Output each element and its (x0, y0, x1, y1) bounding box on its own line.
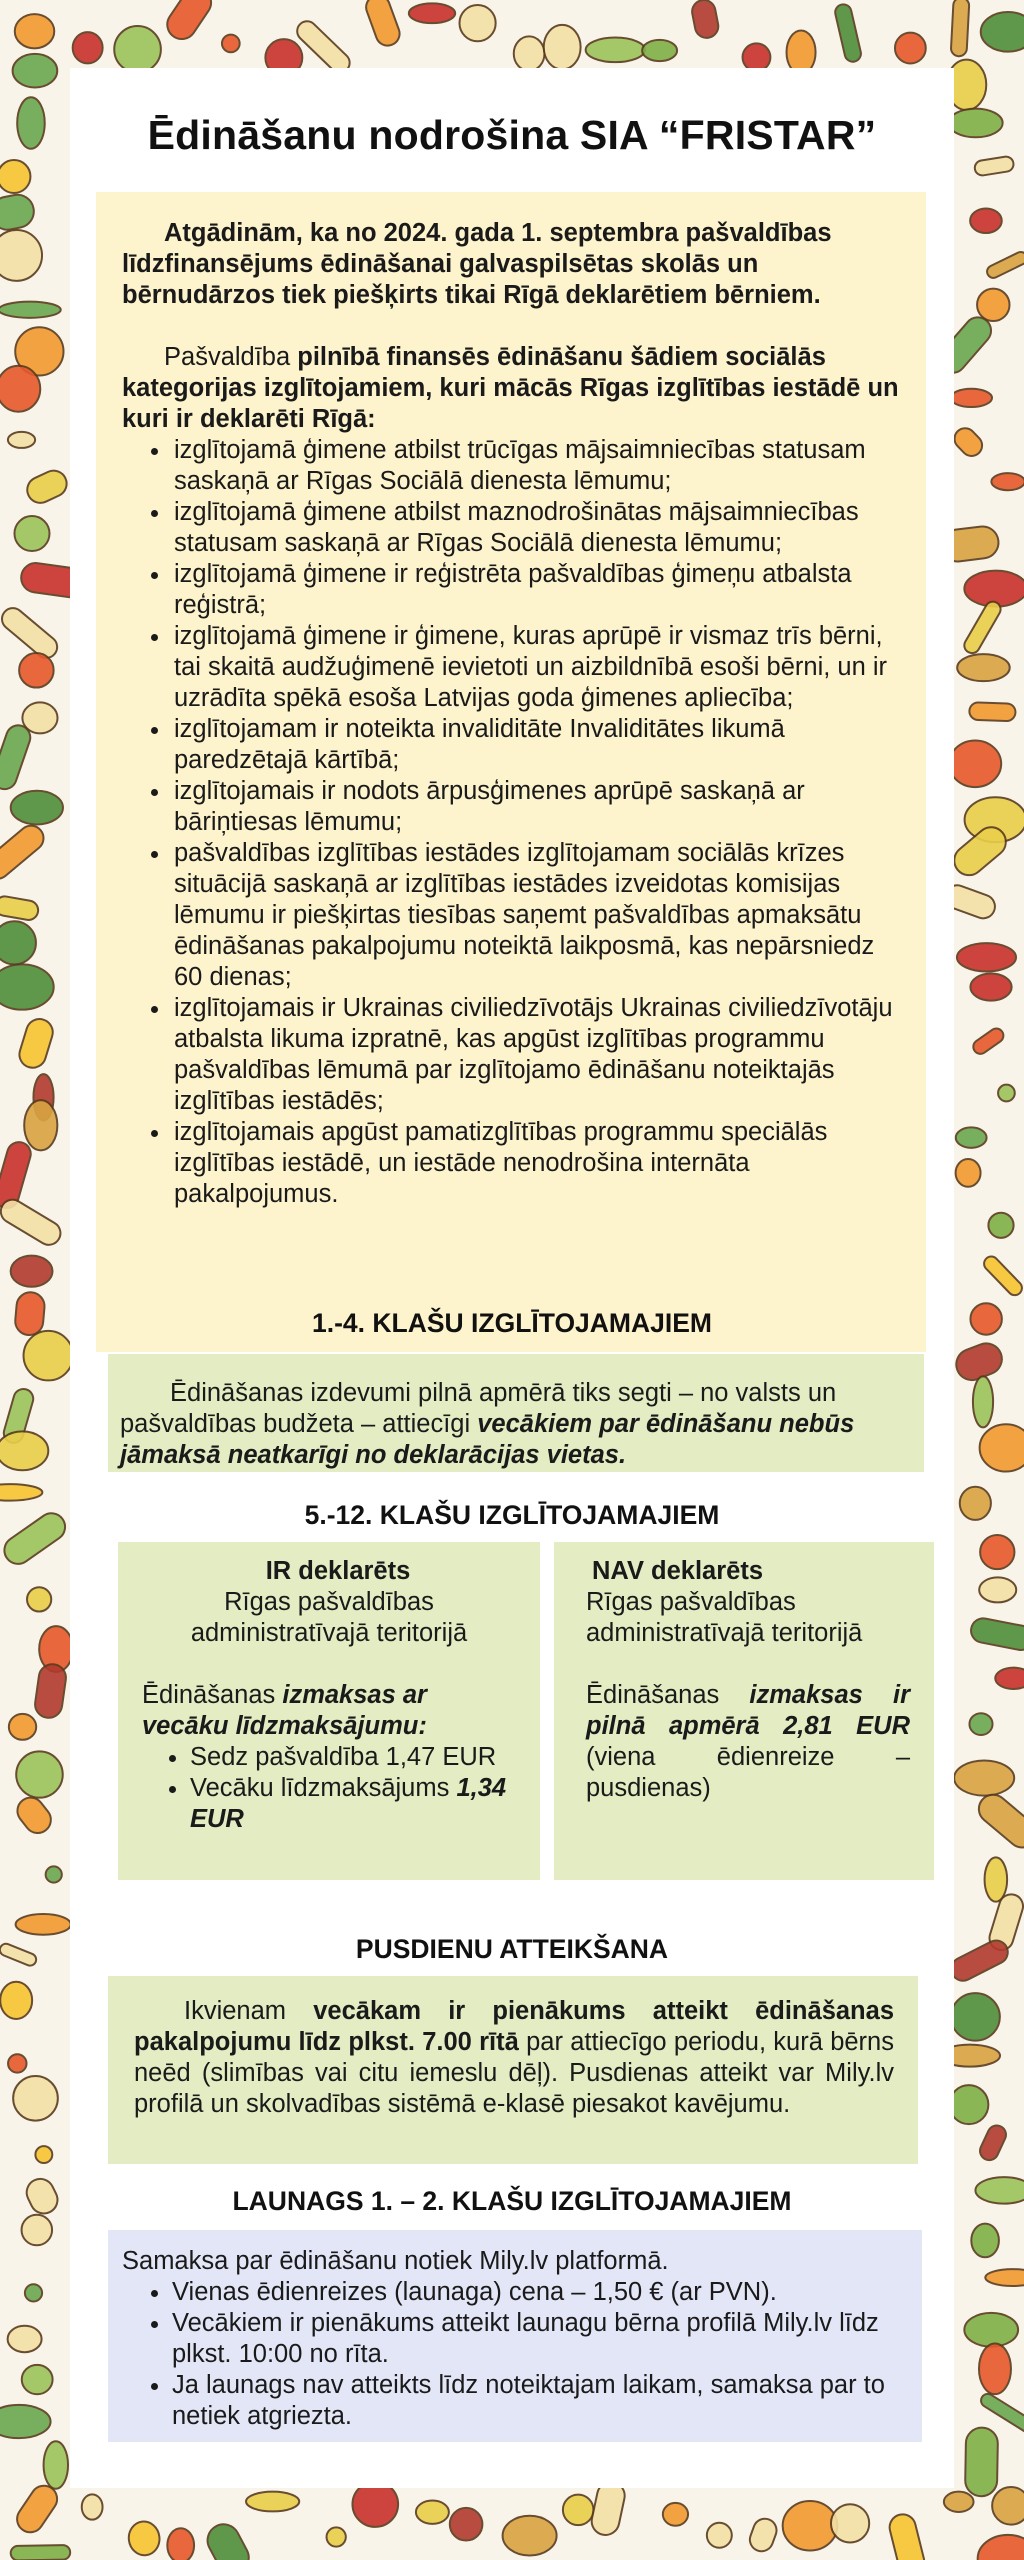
carrot-icon (951, 1993, 1000, 2040)
tomato-icon (949, 740, 1001, 787)
list-item: • izglītojamais apgūst pamatizglītības programmu speciālās izglītības iestādē, un iestāde nenodrošina internāta pakalpojumus. (172, 1117, 900, 1210)
list-item: • pašvaldības izglītības iestādes izglītojamam sociālās krīzes situācijā saskaņā ar izglītības iestādes izveidotas komisijas lēmumu ir piešķirtas tiesības saņemt pašvaldības apmaksātu ēdināšanas pakalpojumu noteiktā laikposmā, kas nepārsniedz 60 dienas; (172, 838, 900, 993)
section-heading-snack: LAUNAGS 1. – 2. KLAŠU IZGLĪTOJAMAJIEM (232, 2186, 792, 2216)
section-heading-grades-5-12: 5.-12. KLAŠU IZGLĪTOJAMAJIEM (304, 1500, 720, 1530)
pepper-icon (44, 2441, 68, 2488)
pepper-icon (24, 1331, 73, 1380)
cheese-icon (0, 366, 40, 412)
cucumber-icon (970, 209, 1002, 234)
cucumber-icon (327, 2527, 346, 2546)
section-heading-lunch-cancel: PUSDIENU ATTEIKŠANA (355, 1934, 669, 1964)
cucumber-icon (13, 2076, 58, 2121)
leaf-icon (979, 2344, 1011, 2395)
cheese-icon (951, 0, 970, 57)
pepper-icon (11, 791, 63, 825)
orange-icon (114, 26, 161, 73)
cucumber-icon (980, 1535, 1014, 1569)
orange-icon (352, 2482, 398, 2527)
notice-lead: Atgādinām, ka no 2024. gada 1. septembra pašvaldības līdzfinansējums ēdināšanai galvaspilsētas skolās un bērnudārzos tiek piešķirts tikai Rīgā deklarētiem bērniem. (122, 219, 832, 309)
cheese-icon (25, 2284, 42, 2301)
tomato-icon (981, 12, 1024, 52)
list-item: • Vecākiem ir pienākums atteikt launagu bērna profilā Mily.lv līdz plkst. 10:00 no rīta. (172, 2308, 908, 2370)
leaf-icon (995, 1668, 1024, 1689)
tomato-icon (167, 2528, 194, 2560)
leaf-icon (14, 516, 49, 551)
grades-1-4-text (120, 1378, 912, 1471)
tomato-icon (416, 2500, 449, 2523)
cucumber-icon (975, 2177, 1024, 2204)
list-item: • izglītojamā ģimene ir reģistrēta pašvaldības ģimeņu atbalsta reģistrā; (172, 559, 900, 621)
lunch-cancel-text-bold: vecākam ir pienākums atteikt ēdināšanas pakalpojumu līdz plkst. 7.00 rītā (134, 1997, 894, 2056)
pepper-icon (964, 2313, 1018, 2347)
copay-amount: 1,34 EUR (190, 1774, 507, 1833)
not-declared-cost-emph: izmaksas ir pilnā apmērā 2,81 EUR (586, 1681, 910, 1740)
pepper-icon (22, 2365, 53, 2394)
page-title: Ēdināšanu nodrošina SIA “FRISTAR” (147, 112, 877, 158)
section-heading-grades-1-4: 1.-4. KLAŠU IZGLĪTOJAMAJIEM (312, 1308, 712, 1338)
lunch-cancel-text (134, 1996, 894, 2120)
tomato-icon (960, 1487, 991, 1520)
tomato-icon (0, 1982, 32, 2019)
apple-icon (988, 1213, 1013, 1238)
leaf-icon (951, 389, 992, 407)
pepper-icon (663, 2503, 688, 2526)
grades-1-4-box (108, 1354, 924, 1472)
leaf-icon (0, 1431, 48, 1470)
cheese-icon (73, 32, 103, 63)
snack-list (172, 2277, 908, 2432)
cheese-icon (895, 33, 926, 64)
content-sheet (70, 68, 954, 2488)
orange-icon (11, 2545, 71, 2560)
list-item: • izglītojamais ir Ukrainas civiliedzīvotājs Ukrainas civiliedzīvotāju atbalsta likuma izpratnē, kas apgūst izglītības programmu pašvaldības lēmumā par izglītojamo ēdināšanu noteiktajās izglītības iestādēs; (172, 993, 900, 1117)
pepper-icon (957, 943, 1016, 971)
avocado-icon (985, 2269, 1024, 2286)
orange-icon (0, 921, 36, 964)
notice-intro-text: Pašvaldība (164, 343, 298, 371)
declared-cost-list (190, 1742, 516, 1835)
declared-subtitle: Rīgas pašvaldības administratīvajā teritorijā (190, 1588, 468, 1647)
apple-icon (980, 1424, 1024, 1471)
orange-icon (0, 230, 42, 281)
list-item: • Ja launags nav atteikts līdz noteiktajam laikam, samaksa par to netiek atgriezta. (172, 2370, 908, 2432)
avocado-icon (831, 2504, 869, 2542)
not-declared-cost-normal: Ēdināšanas (586, 1681, 750, 1709)
lunch-cancel-box (108, 1976, 918, 2164)
tomato-icon (246, 2492, 299, 2512)
avocado-icon (17, 97, 44, 148)
avocado-icon (642, 40, 677, 61)
apple-icon (24, 1100, 57, 1150)
pepper-icon (514, 36, 545, 70)
avocado-icon (14, 1291, 46, 1336)
tomato-icon (956, 1159, 981, 1187)
avocado-icon (586, 38, 645, 63)
tomato-icon (450, 2508, 483, 2541)
grades-1-4-text-normal: Ēdināšanas izdevumi pilnā apmērā tiks segti – no valsts un pašvaldības budžeta – attiecīgi (120, 1379, 837, 1438)
apple-icon (973, 1376, 993, 1427)
apple-icon (783, 2501, 838, 2551)
declared-cost-emph: izmaksas ar vecāku līdzmaksājumu: (142, 1681, 427, 1740)
notice-box (96, 192, 926, 1352)
not-declared-cost (586, 1680, 910, 1804)
notice-intro (122, 342, 900, 435)
apple-icon (991, 473, 1024, 490)
not-declared-column (554, 1542, 934, 1880)
declared-title: IR deklarēts (265, 1557, 411, 1585)
cheese-icon (977, 289, 1009, 321)
pepper-icon (544, 25, 581, 70)
list-item: • Vienas ēdienreizes (launaga) cena – 1,50 € (ar PVN). (172, 2277, 908, 2308)
pepper-icon (944, 2492, 974, 2512)
avocado-icon (563, 2495, 594, 2526)
leaf-icon (965, 2427, 998, 2496)
not-declared-title: NAV deklarēts (592, 1557, 764, 1585)
pepper-icon (985, 1857, 1008, 1901)
pepper-icon (979, 1577, 1016, 1602)
not-declared-cost-tail: (viena ēdienreize – pusdienas) (586, 1743, 910, 1802)
leaf-icon (0, 302, 61, 318)
declared-column (118, 1542, 540, 1880)
leaf-icon (35, 2146, 52, 2163)
pepper-icon (956, 1127, 987, 1147)
orange-icon (949, 2085, 988, 2124)
lunch-cancel-text-1: Ikvienam (184, 1997, 314, 2025)
tomato-icon (992, 2487, 1024, 2525)
list-item: • Sedz pašvaldība 1,47 EUR (190, 1742, 516, 1773)
list-item: • izglītojamā ģimene ir ģimene, kuras aprūpē ir vismaz trīs bērni, tai skaitā audžuģimenē ievietoti un aizbildnībā esoši bērni, un ir uzrādīta spēkā esoša Latvijas goda ģimenes apliecība; (172, 621, 900, 714)
pepper-icon (0, 160, 30, 193)
pepper-icon (969, 702, 1016, 721)
leaf-icon (971, 2224, 999, 2258)
cucumber-icon (503, 2516, 557, 2556)
list-item: • izglītojamam ir noteikta invaliditāte Invaliditātes likumā paredzētajā kārtībā; (172, 714, 900, 776)
apple-icon (8, 432, 35, 448)
social-category-list (172, 435, 900, 1210)
apple-icon (707, 2523, 732, 2548)
orange-icon (0, 2405, 51, 2438)
cheese-icon (22, 2215, 53, 2246)
pepper-icon (998, 1085, 1015, 1102)
orange-icon (957, 654, 1010, 681)
cheese-icon (82, 2494, 103, 2519)
cucumber-icon (222, 35, 240, 53)
lunch-cancel-text-2: par attiecīgo periodu, kurā bērns neēd (slimības vai citu iemeslu dēļ). Pusdienas atteikt var Mily.lv profilā un skolvadības sistēmā e-klasē piesakot kavējumu. (134, 2028, 894, 2118)
avocado-icon (9, 1714, 36, 1740)
pepper-icon (11, 1256, 53, 1287)
leaf-icon (949, 109, 1003, 138)
list-item: • izglītojamais ir nodots ārpusģimenes aprūpē saskaņā ar bāriņtiesas lēmumu; (172, 776, 900, 838)
notice-intro-bold: pilnībā finansēs ēdināšanu šādiem sociālās kategorijas izglītojamiem, kuri mācās Rīgas izglītības iestādē un kuri ir deklarēti Rīgā: (122, 343, 899, 433)
tomato-icon (969, 1713, 992, 1735)
carrot-icon (16, 1914, 71, 1935)
snack-intro: Samaksa par ēdināšanu notiek Mily.lv platformā. (122, 2247, 669, 2275)
copay-label: Vecāku līdzmaksājums (190, 1774, 457, 1802)
tomato-icon (0, 1484, 42, 1501)
orange-icon (16, 1751, 63, 1797)
declared-cost-normal: Ēdināšanas (142, 1681, 283, 1709)
not-declared-subtitle: Rīgas pašvaldības administratīvajā teritorijā (586, 1588, 863, 1647)
tomato-icon (15, 14, 55, 48)
leaf-icon (8, 2054, 26, 2072)
list-item: • izglītojamā ģimene atbilst trūcīgas mājsaimniecības statusam saskaņā ar Rīgas Sociālā dienesta lēmumu; (172, 435, 900, 497)
declared-cost (142, 1680, 516, 1742)
orange-icon (459, 5, 495, 41)
cucumber-icon (970, 1303, 1001, 1334)
list-item: • izglītojamā ģimene atbilst maznodrošinātas mājsaimniecības statusam saskaņā ar Rīgas Sociālā dienesta lēmumu; (172, 497, 900, 559)
list-item (190, 1773, 516, 1835)
tomato-icon (19, 653, 54, 688)
carrot-icon (13, 54, 58, 88)
pepper-icon (954, 1760, 1014, 1795)
apple-icon (0, 964, 54, 1009)
carrot-icon (27, 1587, 51, 1611)
pepper-icon (970, 973, 1011, 1000)
tomato-icon (409, 3, 455, 23)
apple-icon (8, 2326, 42, 2352)
tomato-icon (46, 1866, 62, 1882)
grades-1-4-text-emph: vecākiem par ēdināšanu nebūs jāmaksā neatkarīgi no deklarācijas vietas. (120, 1410, 855, 1469)
snack-box (108, 2230, 922, 2442)
